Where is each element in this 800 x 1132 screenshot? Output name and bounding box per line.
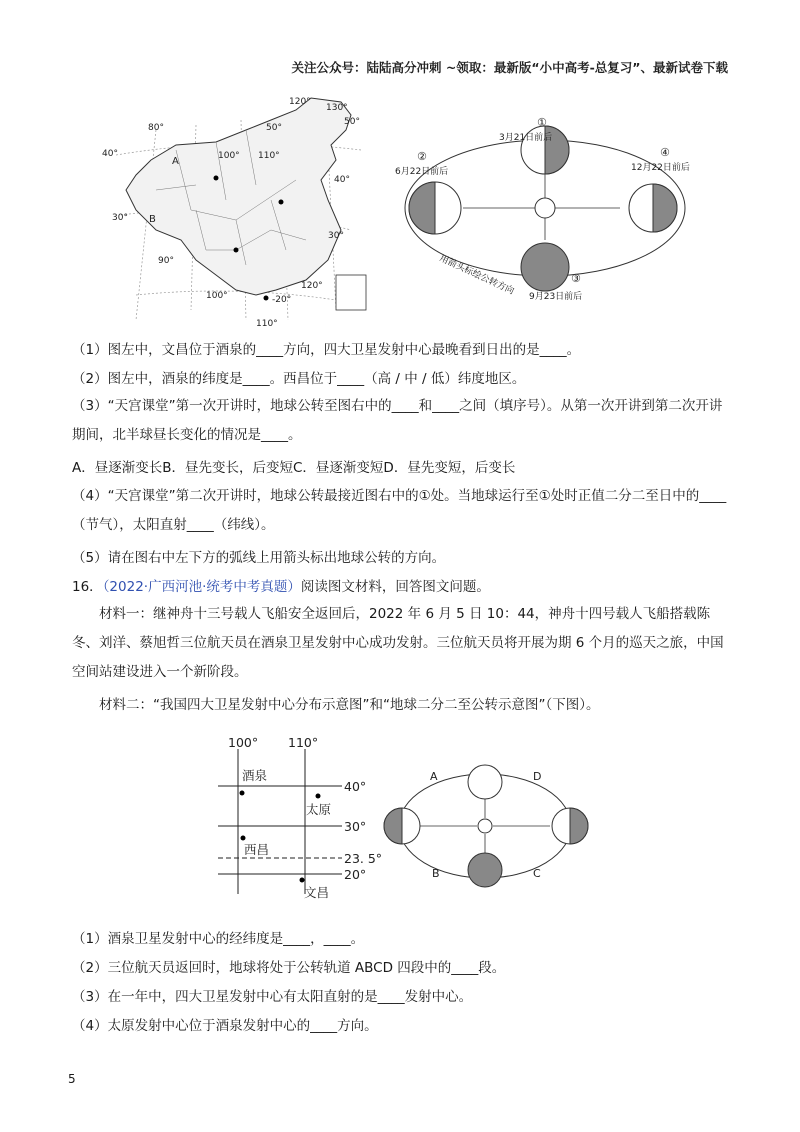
question-1-5: （5）请在图右中左下方的弧线上用箭头标出地球公转的方向。 (72, 550, 446, 566)
xichang-dot (234, 248, 239, 253)
orbit-date: 6月22日前后 (395, 167, 449, 177)
map-letter: B (149, 214, 156, 225)
map-lon-label: 130° (326, 103, 348, 113)
map-lat-label: -20° (272, 295, 292, 305)
map-lon-label: 110° (256, 319, 278, 329)
map-lon-label: 90° (158, 256, 174, 266)
orbit-date: 9月23日前后 (529, 292, 583, 302)
orbit-note: 用箭头标绘公转方向 (437, 253, 516, 297)
taiyuan-dot (279, 200, 284, 205)
page-header: 关注公众号：陆陆高分冲刺 ~领取：最新版“小中高考-总复习”、最新试卷下载 (291, 60, 728, 75)
segment-label: C (533, 867, 541, 880)
page-number: 5 (68, 1072, 76, 1086)
map-lon-label: 120° (289, 97, 311, 107)
orbit-figure-1 (395, 112, 705, 312)
question-1-1: （1）图左中，文昌位于酒泉的____方向，四大卫星发射中心最晚看到日出的是____。 (72, 342, 581, 358)
grid-lon-label: 100° (228, 735, 259, 750)
orbit-date: 3月21日前后 (499, 133, 553, 143)
source-link[interactable]: （2022·广西河池·统考中考真题） (102, 579, 301, 595)
map-lat-label: 40° (334, 175, 350, 185)
map-lat-label: 30° (112, 213, 128, 223)
segment-label: A (430, 770, 438, 783)
map-lon-label: 100° (218, 151, 240, 161)
orbit-mark: ③ (571, 272, 581, 285)
question-1-3: （3）“天宫课堂”第一次开讲时，地球公转至图右中的____和____之间（填序号）。从第一次开讲到第二次开讲期间，北半球昼长变化的情况是____。 (72, 398, 723, 443)
city-label: 酒泉 (242, 768, 268, 783)
question-2-2: （2）三位航天员返回时，地球将处于公转轨道 ABCD 四段中的____段。 (72, 960, 506, 976)
grid-lat-label: 23. 5° (344, 851, 383, 866)
map-lon-label: 120° (301, 281, 323, 291)
question-2-4: （4）太原发射中心位于酒泉发射中心的____方向。 (72, 1018, 378, 1034)
grid-lat-label: 30° (344, 819, 367, 834)
orbit-mark: ④ (660, 146, 670, 159)
question-1-4: （4）“天宫课堂”第二次开讲时，地球公转最接近图右中的①处。当地球运行至①处时正值二分二至日中的____（节气），太阳直射____（纬线）。 (72, 488, 727, 533)
map-letter: A (172, 156, 179, 167)
map-lon-label: 80° (148, 123, 164, 133)
orbit-date: 12月22日前后 (631, 163, 690, 173)
material-2: 材料二：“我国四大卫星发射中心分布示意图”和“地球二分二至公转示意图”（下图）。 (99, 697, 600, 713)
map-lat-label: 50° (344, 117, 360, 127)
china-map-figure (96, 90, 376, 330)
launch-centers-figure (210, 734, 385, 902)
question-2-3: （3）在一年中，四大卫星发射中心有太阳直射的是____发射中心。 (72, 989, 473, 1005)
map-lon-label: 100° (206, 291, 228, 301)
question-2-1: （1）酒泉卫星发射中心的经纬度是____，____。 (72, 931, 365, 947)
grid-lat-label: 40° (344, 779, 367, 794)
segment-label: B (432, 867, 440, 880)
question-16-header (72, 575, 490, 595)
sun-icon (478, 819, 492, 833)
sun-icon (535, 198, 555, 218)
grid-lat-label: 20° (344, 867, 367, 882)
question-1-3-options: A．昼逐渐变长B．昼先变长，后变短C．昼逐渐变短D．昼先变短，后变长 (72, 460, 516, 476)
wenchang-dot (264, 296, 269, 301)
earth-3 (521, 243, 569, 291)
map-lon-label: 110° (258, 151, 280, 161)
city-label: 文昌 (304, 885, 330, 900)
jiuquan-dot (214, 176, 219, 181)
map-lat-label: 40° (102, 149, 118, 159)
city-label: 太原 (306, 802, 332, 817)
city-label: 西昌 (244, 842, 270, 857)
orbit-figure-2 (380, 764, 595, 888)
orbit-mark: ② (417, 150, 427, 163)
grid-lon-label: 110° (288, 735, 319, 750)
material-1: 材料一：继神舟十三号载人飞船安全返回后，2022 年 6 月 5 日 10：44，神舟十四号载人飞船搭载陈冬、刘洋、蔡旭哲三位航天员在酒泉卫星发射中心成功发射。三位航天员将开展为期 6 个月的巡天之旅，中国空间站建设进入一个新阶段。 (72, 606, 724, 680)
orbit-mark: ① (537, 116, 547, 129)
question-1-2: （2）图左中，酒泉的纬度是____。西昌位于____（高 / 中 / 低）纬度地区。 (72, 371, 526, 387)
map-lat-label: 50° (266, 123, 282, 133)
question-lead: 阅读图文材料，回答图文问题。 (300, 579, 490, 595)
map-lat-label: 30° (328, 231, 344, 241)
segment-label: D (533, 770, 542, 783)
question-number: 16． (72, 579, 103, 595)
